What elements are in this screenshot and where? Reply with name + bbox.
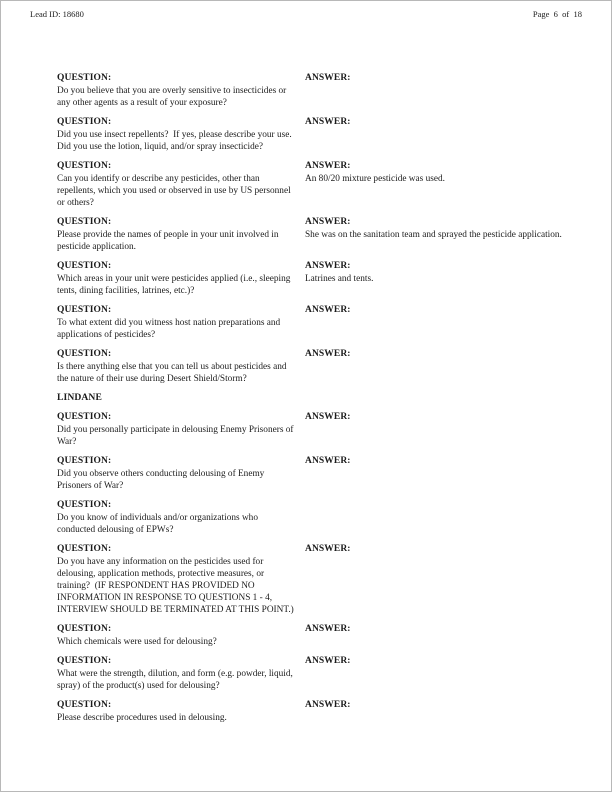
qa-block [57,72,584,109]
answer-text: Latrines and tents. [305,274,374,284]
question-column [57,116,305,153]
answer-text: She was on the sanitation team and sprayed the pesticide application. [305,230,562,240]
answer-label: ANSWER: [305,412,351,422]
question-text: What were the strength, dilution, and form (e.g. powder, liquid, spray) of the product(s) used for delousing? [57,669,296,691]
qa-block [57,160,584,209]
question-label: QUESTION: [57,412,112,422]
question-column [57,260,305,297]
question-label: QUESTION: [57,456,112,466]
question-column [57,160,305,209]
answer-label: ANSWER: [305,624,351,634]
qa-block [57,499,584,536]
answer-column [305,699,584,724]
answer-column [305,623,584,648]
question-column [57,543,305,616]
question-column [57,72,305,109]
question-label: QUESTION: [57,624,112,634]
question-text: Do you believe that you are overly sensitive to insecticides or any other agents as a result of your exposure? [57,86,289,108]
question-text: To what extent did you witness host nation preparations and applications of pesticides? [57,318,283,340]
question-text: Did you use insect repellents? If yes, please describe your use. Did you use the lotion, liquid, and/or spray insecticide? [57,130,297,152]
answer-column [305,543,584,616]
question-column [57,455,305,492]
question-column [57,499,305,536]
qa-block [57,304,584,341]
answer-label: ANSWER: [305,456,351,466]
question-text: Is there anything else that you can tell us about pesticides and the nature of their use during Desert Shield/Storm? [57,362,289,384]
qa-list [0,72,612,724]
qa-block [57,699,584,724]
question-column [57,216,305,253]
question-text: Can you identify or describe any pesticides, other than repellents, which you used or observed in use by US personnel or others? [57,174,293,208]
answer-column [305,411,584,448]
answer-column [305,499,584,536]
question-label: QUESTION: [57,117,112,127]
question-text: Do you have any information on the pesticides used for delousing, application methods, protective measures, or training? (IF RESPONDENT HAS PROVIDED NO INFORMATION IN RESPONSE TO QUESTIONS 1 - 4, INTERVIEW SHOULD BE TERMINATED AT THIS POINT.) [57,557,294,615]
answer-column [305,260,584,297]
answer-column [305,304,584,341]
page-number-text: Page 6 of 18 [532,9,582,19]
answer-column [305,348,584,385]
answer-column [305,216,584,253]
question-column [57,304,305,341]
answer-column [305,116,584,153]
question-text: Which chemicals were used for delousing? [57,637,217,647]
question-text: Which areas in your unit were pesticides applied (i.e., sleeping tents, dining facilities, latrines, etc.)? [57,274,293,296]
question-label: QUESTION: [57,349,112,359]
qa-block [57,348,584,385]
qa-block [57,216,584,253]
answer-label: ANSWER: [305,217,351,227]
answer-label: ANSWER: [305,73,351,83]
qa-block [57,623,584,648]
qa-block [57,543,584,616]
qa-block [57,411,584,448]
answer-label: ANSWER: [305,544,351,554]
answer-label: ANSWER: [305,261,351,271]
question-text: Do you know of individuals and/or organizations who conducted delousing of EPWs? [57,513,261,535]
question-column [57,411,305,448]
question-column [57,623,305,648]
answer-label: ANSWER: [305,700,351,710]
question-label: QUESTION: [57,700,112,710]
answer-label: ANSWER: [305,117,351,127]
question-column [57,699,305,724]
qa-block [57,116,584,153]
answer-label: ANSWER: [305,656,351,666]
answer-column [305,160,584,209]
qa-block [57,260,584,297]
question-text: Please describe procedures used in delousing. [57,713,227,723]
qa-block [57,455,584,492]
question-label: QUESTION: [57,544,112,554]
question-text: Did you personally participate in delousing Enemy Prisoners of War? [57,425,296,447]
question-column [57,655,305,692]
answer-column [305,455,584,492]
question-text: Please provide the names of people in your unit involved in pesticide application. [57,230,281,252]
document-header [0,0,612,20]
question-column [57,348,305,385]
qa-block [57,655,584,692]
question-label: QUESTION: [57,656,112,666]
answer-column [305,72,584,109]
answer-label: ANSWER: [305,161,351,171]
answer-column [305,655,584,692]
lead-id-text: Lead ID: 18680 [30,9,84,19]
question-label: QUESTION: [57,73,112,83]
answer-label: ANSWER: [305,349,351,359]
answer-label: ANSWER: [305,305,351,315]
question-label: QUESTION: [57,500,112,510]
question-label: QUESTION: [57,305,112,315]
section-heading: LINDANE [57,392,102,403]
question-text: Did you observe others conducting delousing of Enemy Prisoners of War? [57,469,267,491]
question-label: QUESTION: [57,217,112,227]
answer-text: An 80/20 mixture pesticide was used. [305,174,445,184]
question-label: QUESTION: [57,161,112,171]
question-label: QUESTION: [57,261,112,271]
